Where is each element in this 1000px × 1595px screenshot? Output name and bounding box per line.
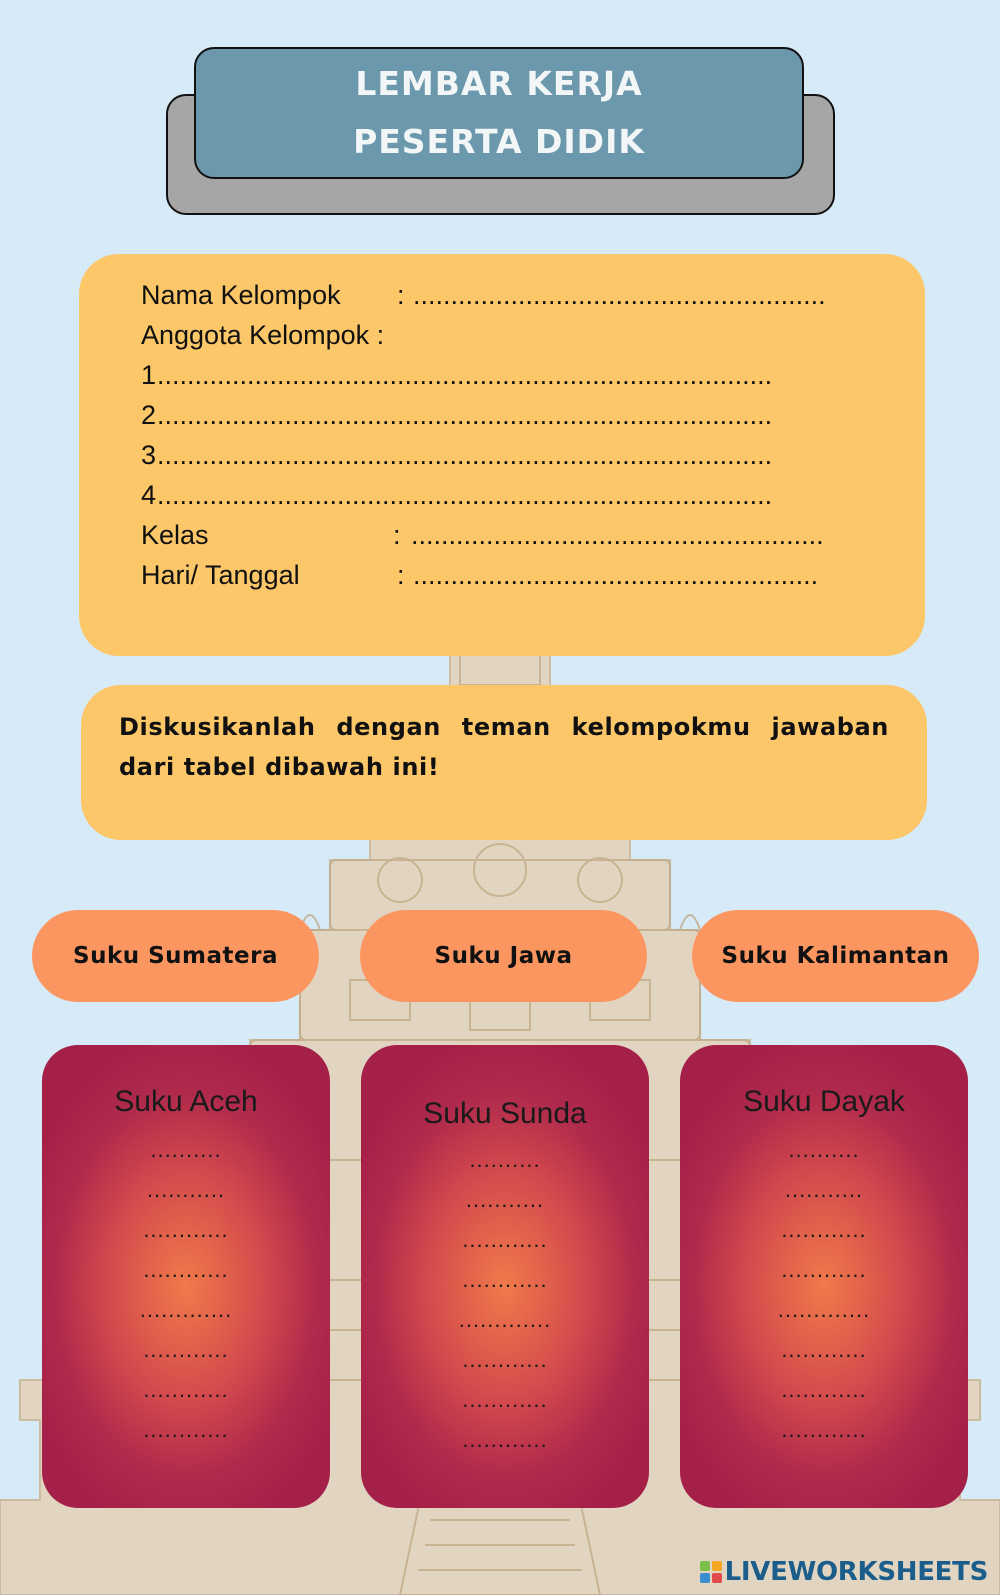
category-suku-jawa: Suku Jawa <box>360 910 647 1002</box>
card-suku-sunda <box>361 1045 649 1508</box>
answer-blank[interactable]: ........... <box>146 1177 226 1202</box>
liveworksheets-logo[interactable] <box>700 1557 988 1587</box>
card-suku-dayak <box>680 1045 968 1508</box>
field-label: 3 <box>141 440 157 470</box>
field-label: 2 <box>141 400 157 430</box>
liveworksheets-wordmark: LIVEWORKSHEETS <box>724 1557 988 1587</box>
field-blank: .................................................................................. <box>157 440 773 470</box>
field-colon: : <box>393 520 401 550</box>
answer-blank[interactable]: ........... <box>465 1187 545 1212</box>
field-blank: ...................................................... <box>413 560 819 590</box>
answer-blank[interactable]: ............ <box>143 1417 229 1442</box>
field-label: Hari/ Tanggal <box>141 560 300 590</box>
card-title: Suku Dayak <box>743 1085 905 1118</box>
liveworksheets-logo-icon <box>700 1561 722 1583</box>
title-line-2: PESERTA DIDIK <box>353 122 645 161</box>
answer-blank[interactable]: ............ <box>462 1267 548 1292</box>
field-anggota-2[interactable] <box>141 400 773 431</box>
field-label: Kelas <box>141 520 209 550</box>
field-colon: : <box>397 560 405 590</box>
answer-blank[interactable]: ........... <box>784 1177 864 1202</box>
field-colon: : <box>397 280 405 310</box>
answer-blank[interactable]: ............ <box>781 1377 867 1402</box>
category-suku-sumatera: Suku Sumatera <box>32 910 319 1002</box>
field-label: Anggota Kelompok : <box>141 320 385 350</box>
category-suku-kalimantan: Suku Kalimantan <box>692 910 979 1002</box>
field-blank: .................................................................................. <box>157 400 773 430</box>
worksheet-title <box>194 47 804 179</box>
field-kelas[interactable] <box>141 520 824 551</box>
answer-blank[interactable]: ............ <box>781 1257 867 1282</box>
answer-blank[interactable]: ............. <box>139 1297 233 1322</box>
answer-blank[interactable]: .......... <box>469 1147 541 1172</box>
field-blank: ....................................................... <box>411 520 824 550</box>
title-line-1: LEMBAR KERJA <box>355 64 643 103</box>
answer-blank[interactable]: ............ <box>462 1387 548 1412</box>
instruction-panel <box>81 685 927 840</box>
field-blank: ....................................................... <box>413 280 826 310</box>
answer-blank[interactable]: ............ <box>462 1227 548 1252</box>
field-label: Nama Kelompok <box>141 280 341 310</box>
field-nama-kelompok[interactable] <box>141 280 826 311</box>
card-suku-aceh <box>42 1045 330 1508</box>
answer-blank[interactable]: ............ <box>143 1337 229 1362</box>
answer-blank[interactable]: .......... <box>150 1137 222 1162</box>
answer-blank[interactable]: ............ <box>781 1217 867 1242</box>
field-anggota-3[interactable] <box>141 440 773 471</box>
field-anggota-1[interactable] <box>141 360 773 391</box>
field-blank: .................................................................................. <box>157 360 773 390</box>
answer-blank[interactable]: ............ <box>462 1347 548 1372</box>
field-blank: .................................................................................. <box>157 480 773 510</box>
answer-blank[interactable]: ............ <box>781 1417 867 1442</box>
field-label: 4 <box>141 480 157 510</box>
card-title: Suku Sunda <box>423 1097 587 1130</box>
answer-blank[interactable]: ............ <box>781 1337 867 1362</box>
answer-blank[interactable]: ............ <box>143 1217 229 1242</box>
field-anggota-kelompok <box>141 320 384 351</box>
field-label: 1 <box>141 360 157 390</box>
card-title: Suku Aceh <box>114 1085 258 1118</box>
instruction-text: Diskusikanlah dengan teman kelompokmu jawaban dari tabel dibawah ini! <box>119 713 889 781</box>
answer-blank[interactable]: ............. <box>777 1297 871 1322</box>
answer-blank[interactable]: ............ <box>462 1427 548 1452</box>
answer-blank[interactable]: ............ <box>143 1257 229 1282</box>
answer-blank[interactable]: ............ <box>143 1377 229 1402</box>
answer-blank[interactable]: .......... <box>788 1137 860 1162</box>
field-anggota-4[interactable] <box>141 480 773 511</box>
field-hari-tanggal[interactable] <box>141 560 819 591</box>
answer-blank[interactable]: ............. <box>458 1307 552 1332</box>
